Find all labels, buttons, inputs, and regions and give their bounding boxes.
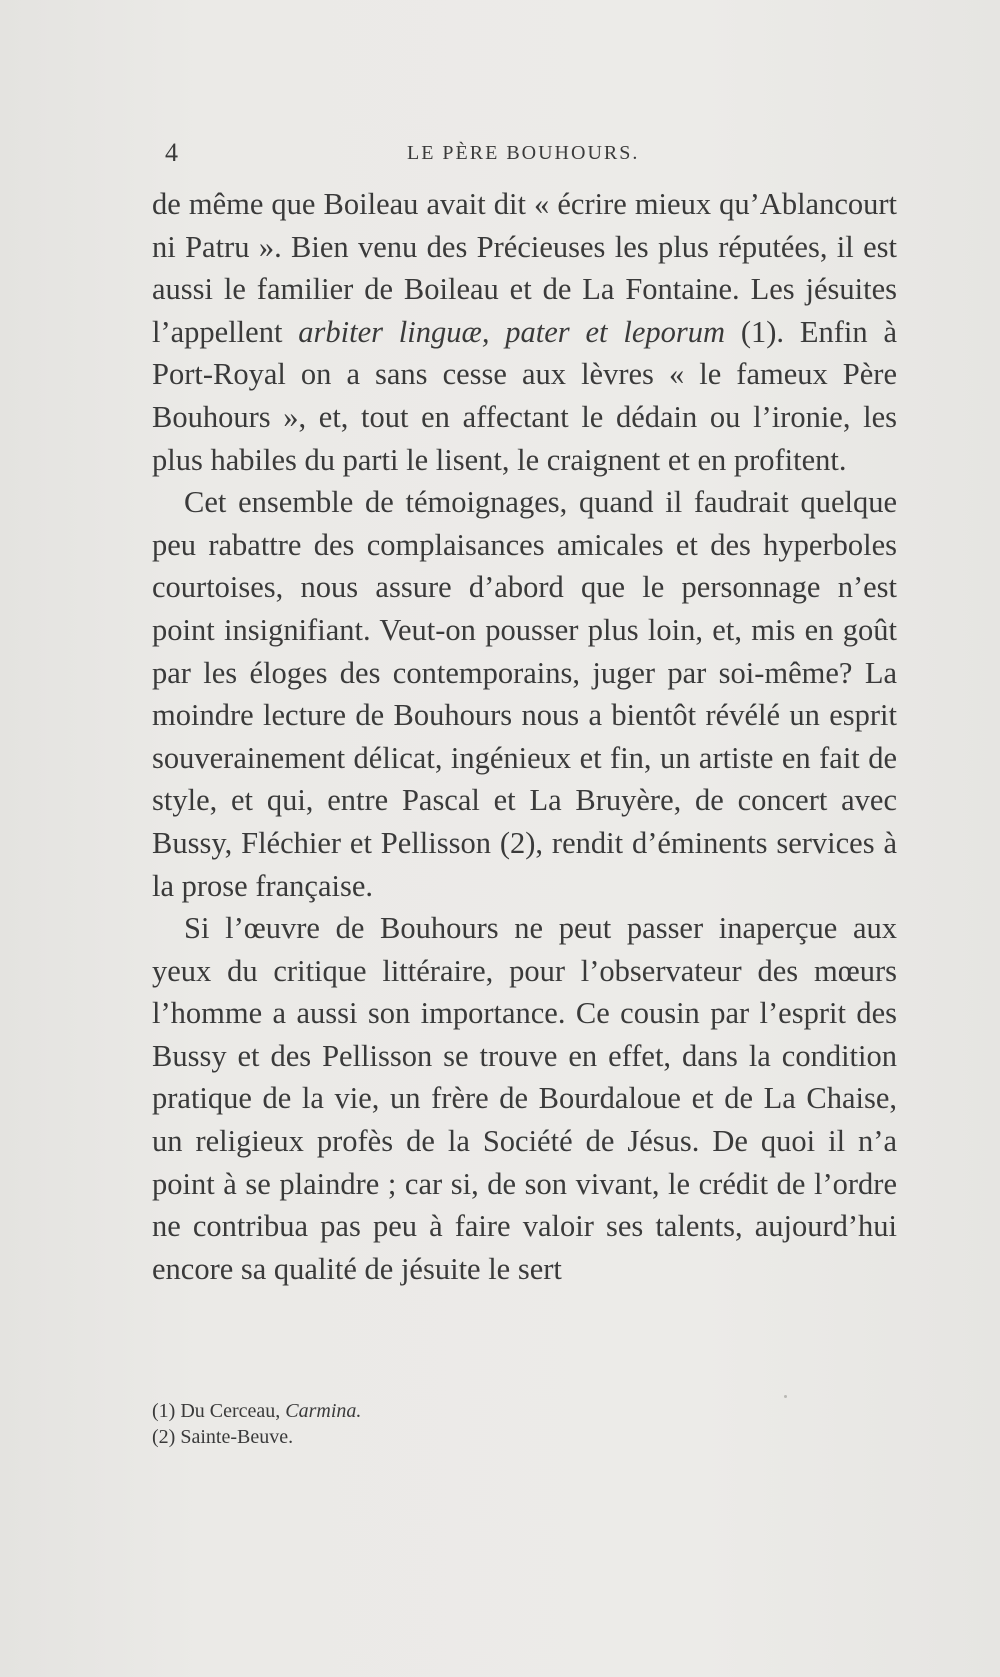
running-head: LE PÈRE BOUHOURS. <box>407 142 640 164</box>
footnote-text: Du Cerceau, <box>175 1400 286 1422</box>
page-header <box>165 138 665 172</box>
paragraph: Si l’œuvre de Bouhours ne peut passer inaperçue aux yeux du critique littéraire, pour l’observateur des mœurs l’homme a aussi son importance. Ce cousin par l’esprit des Bussy et des Pellisson se trouve en effet, dans la condition pratique de la vie, un frère de Bourdaloue et de La Chaise, un religieux profès de la Société de Jésus. De quoi il n’a point à se plaindre ; car si, de son vivant, le crédit de l’ordre ne contribua pas peu à faire valoir ses talents, aujourd’hui encore sa qualité de jésuite le sert <box>152 911 897 1286</box>
paper-speck <box>784 1395 787 1398</box>
footnote-marker: (1) <box>152 1400 176 1422</box>
latin-quote: arbiter linguæ, pater et leporum <box>298 314 726 349</box>
footnote-text: Sainte-Beuve. <box>175 1426 294 1448</box>
page-number: 4 <box>165 138 178 167</box>
footnote <box>152 1398 652 1424</box>
paragraph-text: de même que Boileau avait dit « écrire mieux qu’Ablancourt ni Patru ». Bien venu des Précieuses les plus réputées, il est aussi le familier de Boileau et de La Fontaine. Les jésuites l’appellent <box>152 187 897 349</box>
paragraph-continuation <box>152 183 897 481</box>
footnotes <box>152 1398 652 1450</box>
paragraph-text: (1). Enfin à Port-Royal on a sans cesse aux lèvres « le fameux Père Bouhours », et, tout en affectant le dédain ou l’ironie, les plus habiles du parti le lisent, le craignent et en profitent. <box>152 314 897 477</box>
body-text <box>152 183 897 1290</box>
paragraph: Cet ensemble de témoignages, quand il faudrait quelque peu rabattre des complaisances amicales et des hyperboles courtoises, nous assure d’abord que le personnage n’est point insignifiant. Veut-on pousser plus loin, et, mis en goût par les éloges des contemporains, juger par soi-même? La moindre lecture de Bouhours nous a bientôt révélé un esprit souverainement délicat, ingénieux et fin, un artiste en fait de style, et qui, entre Pascal et La Bruyère, de concert avec Bussy, Fléchier et Pellisson (2), rendit d’éminents services à la prose française. <box>152 485 897 903</box>
footnote-italic: Carmina. <box>285 1400 362 1422</box>
footnote-marker: (2) <box>152 1426 176 1448</box>
footnote <box>152 1424 652 1450</box>
